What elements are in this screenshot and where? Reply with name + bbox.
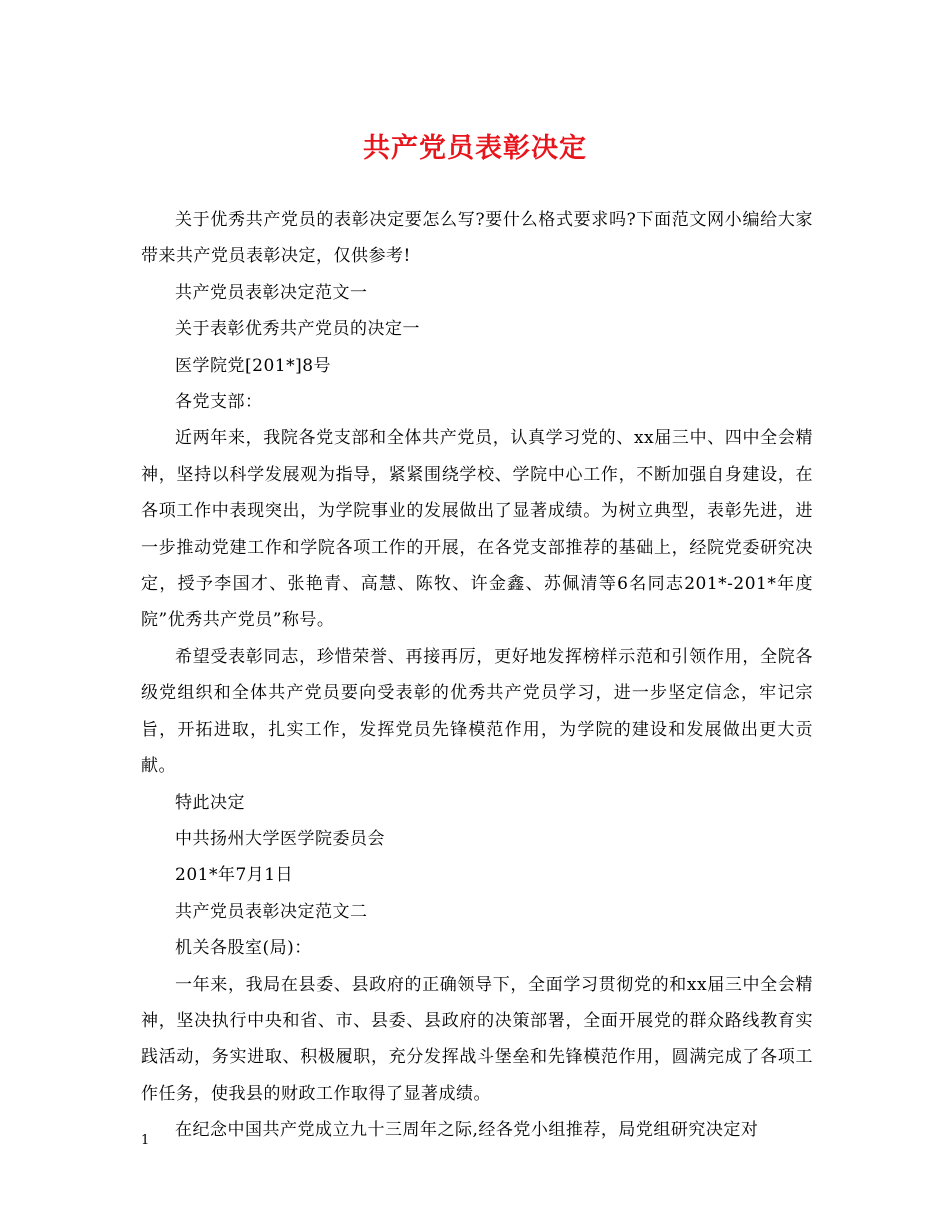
closing-phrase: 特此决定 [175, 792, 245, 813]
body-paragraph: 近两年来，我院各党支部和全体共产党员，认真学习党的、xx届三中、四中全会精神，坚持以科学发展观为指导，紧紧围绕学校、学院中心工作，不断加强自身建设，在各项工作中表现突出，为学院事业的发展做出了显著成绩。为树立典型，表彰先进，进一步推动党建工作和学院各项工作的开展，在各党支部推荐的基础上，经院党委研究决定，授予李国才、张艳青、高慧、陈牧、许金鑫、苏佩清等6名同志201*-201*年度院”优秀共产党员”称号。 [141, 428, 813, 631]
body-paragraph: 在纪念中国共产党成立九十三周年之际,经各党小组推荐，局党组研究决定对 [175, 1120, 759, 1141]
sample-one-heading: 共产党员表彰决定范文一 [175, 282, 368, 303]
body-paragraph: 一年来，我局在县委、县政府的正确领导下，全面学习贯彻党的和xx届三中全会精神，坚决执行中央和省、市、县委、县政府的决策部署，全面开展党的群众路线教育实践活动，务实进取、积极履职，充分发挥战斗堡垒和先锋模范作用，圆满完成了各项工作任务，使我县的财政工作取得了显著成绩。 [141, 974, 813, 1104]
salutation: 各党支部： [175, 392, 263, 413]
document-number: 医学院党[201*]8号 [175, 355, 332, 376]
salutation: 机关各股室(局)： [175, 938, 312, 959]
body-paragraph: 希望受表彰同志，珍惜荣誉、再接再厉，更好地发挥榜样示范和引领作用，全院各级党组织和全体共产党员要向受表彰的优秀共产党员学习，进一步坚定信念，牢记宗旨，开拓进取，扎实工作，发挥党员先锋模范作用，为学院的建设和发展做出更大贡献。 [141, 646, 813, 777]
page-number: 1 [141, 1133, 150, 1148]
document-title: 共产党员表彰决定 [363, 133, 587, 164]
document-body [141, 202, 813, 1149]
decision-title: 关于表彰优秀共产党员的决定一 [175, 319, 420, 340]
intro-paragraph: 关于优秀共产党员的表彰决定要怎么写?要什么格式要求吗?下面范文网小编给大家带来共产党员表彰决定，仅供参考! [141, 210, 813, 267]
issuer-name: 中共扬州大学医学院委员会 [175, 828, 385, 849]
issue-date: 201*年7月1日 [175, 865, 294, 886]
sample-two-heading: 共产党员表彰决定范文二 [175, 901, 368, 922]
